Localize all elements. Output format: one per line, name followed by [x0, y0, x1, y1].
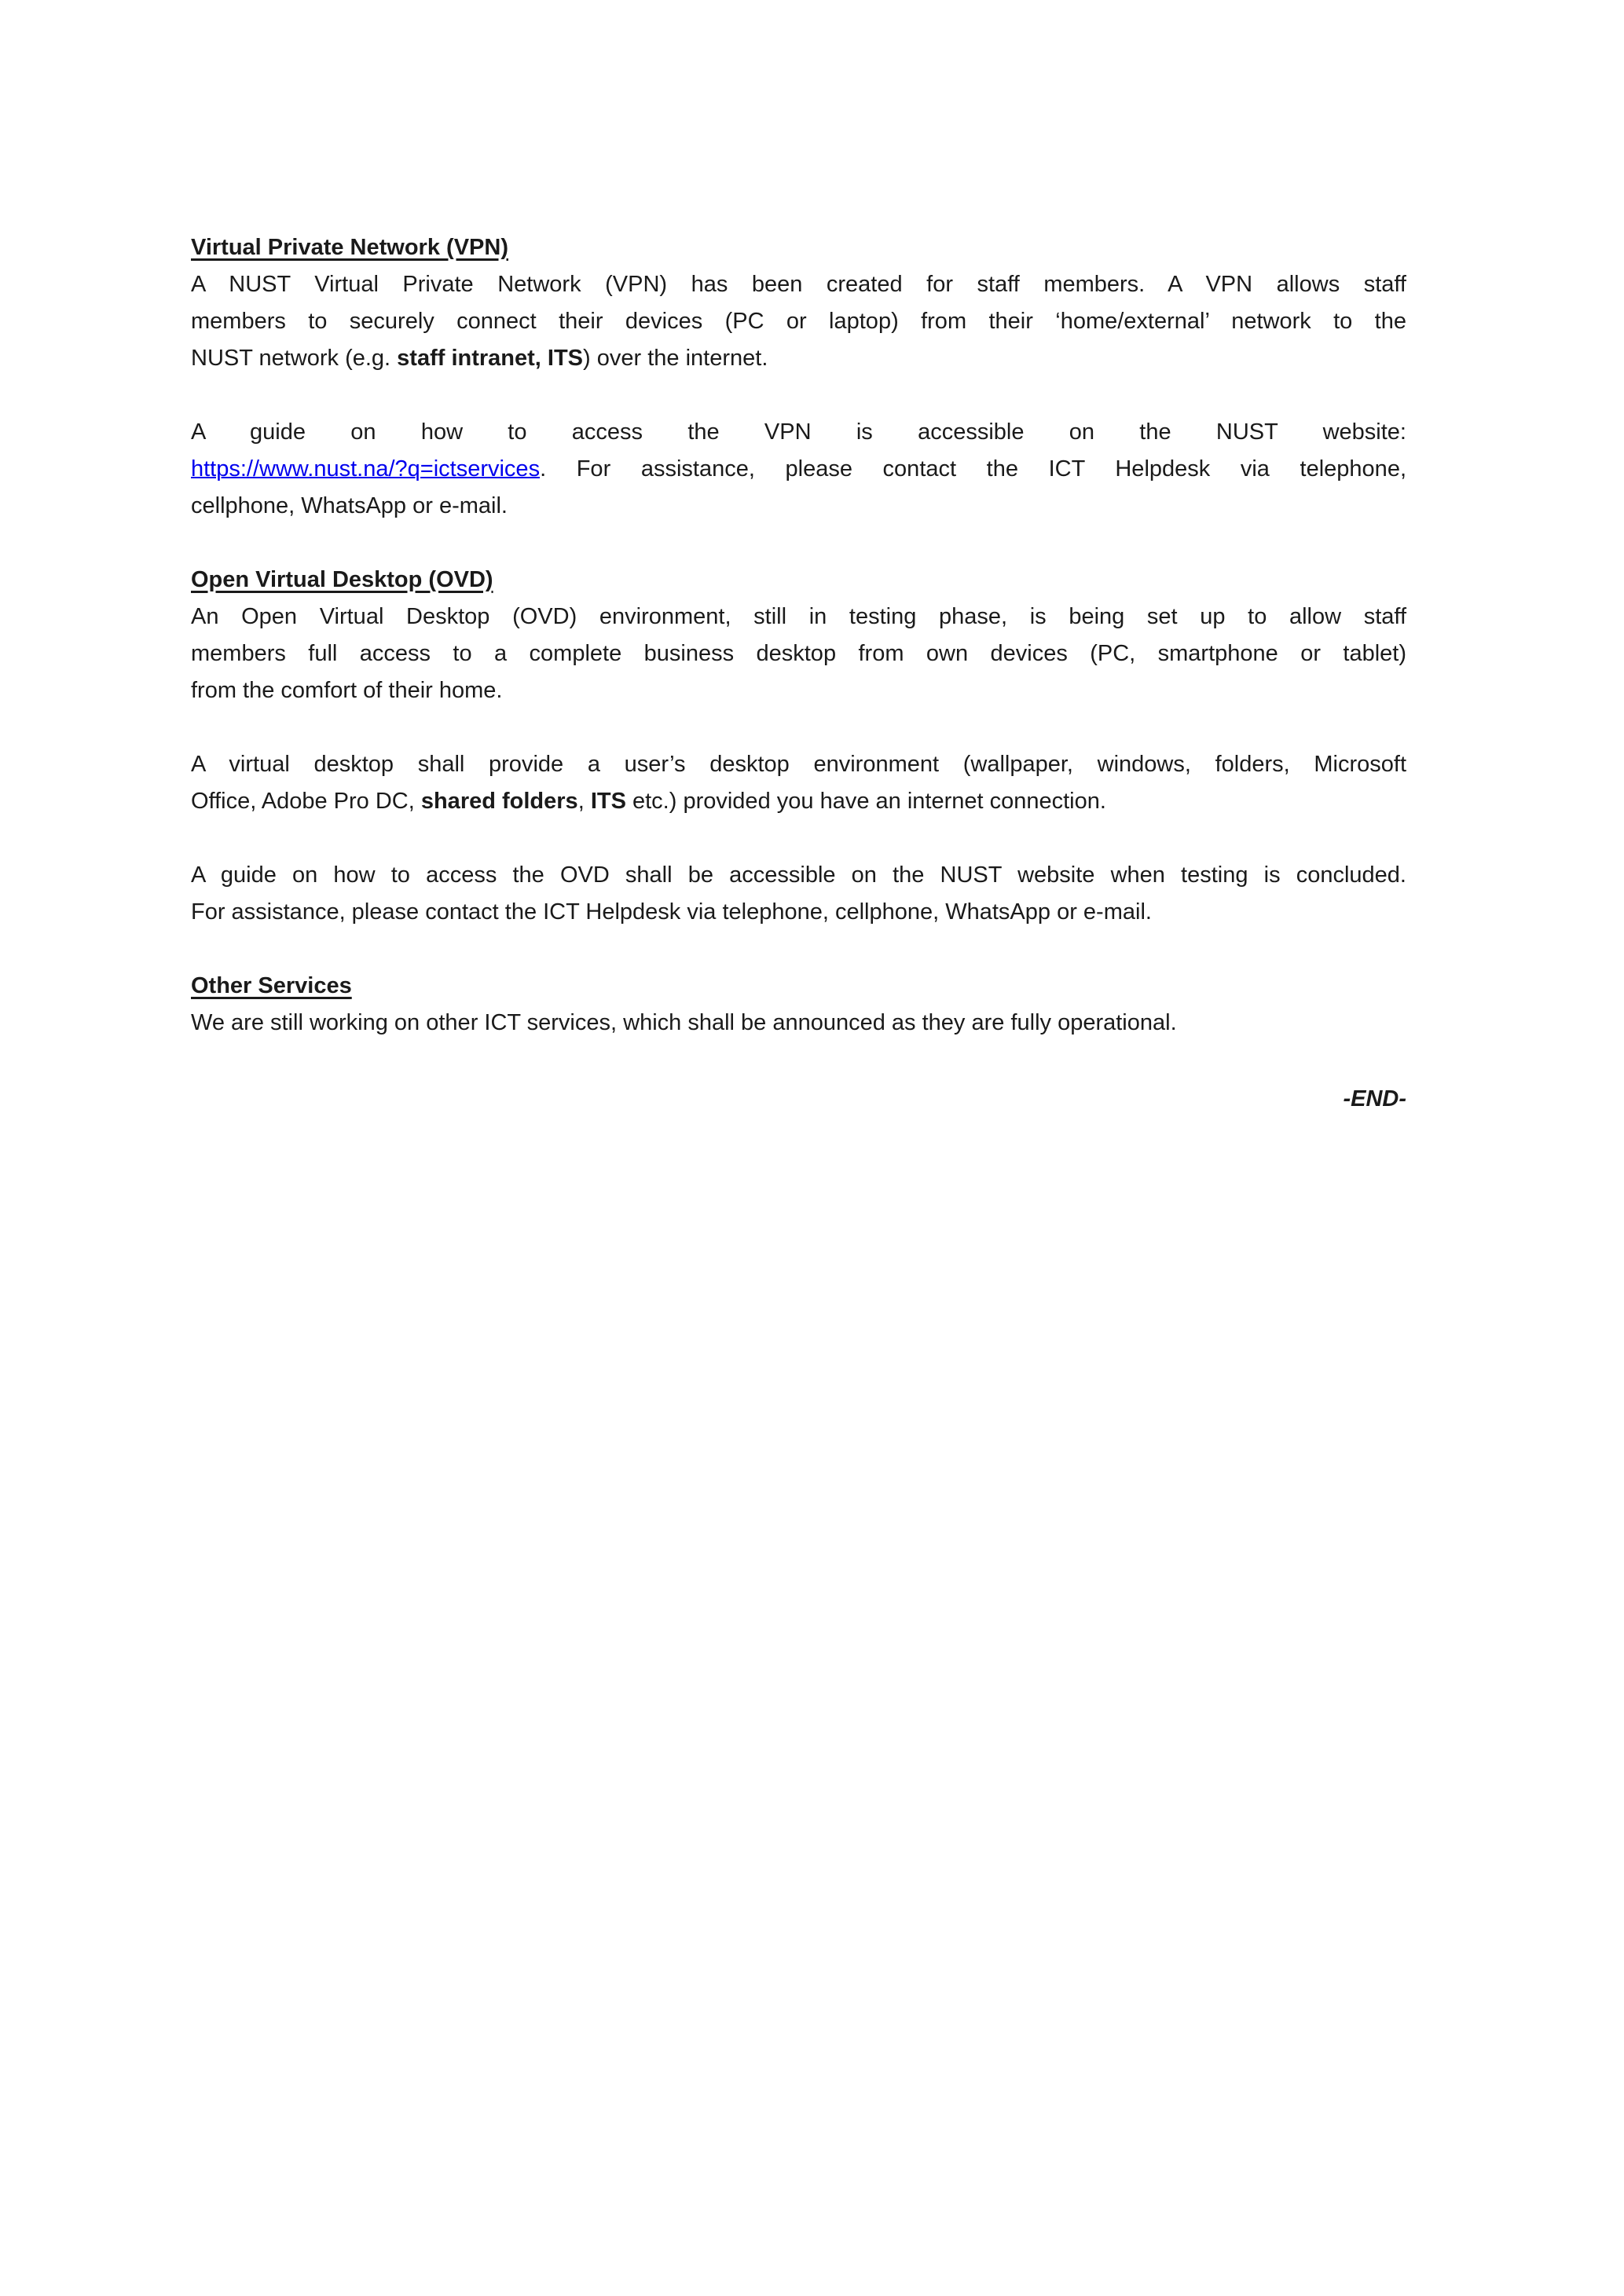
- other-services-paragraph: [191, 1005, 1406, 1042]
- vpn-p1-line1: A NUST Virtual Private Network (VPN) has been created for staff members. A VPN allows staff: [191, 272, 1406, 297]
- vpn-paragraph-2: [191, 414, 1406, 525]
- vpn-p1-line3: [191, 340, 1406, 377]
- ovd-p2-line2-text-e: etc.) provided you have an internet connection.: [625, 789, 1106, 814]
- vpn-p2-line2: [191, 451, 1406, 488]
- other-services-line1: We are still working on other ICT services, which shall be announced as they are fully operational.: [191, 1010, 1177, 1035]
- heading-vpn: [191, 229, 1406, 266]
- document-content: [191, 229, 1406, 1118]
- ovd-paragraph-1: [191, 599, 1406, 709]
- ovd-p1-line1: An Open Virtual Desktop (OVD) environment, still in testing phase, is being set up to allow staff: [191, 604, 1406, 629]
- vpn-p2-line1: A guide on how to access the VPN is accessible on the NUST website:: [191, 419, 1406, 445]
- ovd-p2-line2-bold-its: ITS: [590, 789, 626, 814]
- heading-other-services: [191, 968, 1406, 1005]
- heading-ovd: [191, 562, 1406, 599]
- blank-line: [191, 931, 1406, 968]
- heading-vpn-text: Virtual Private Network (VPN): [191, 235, 508, 260]
- ovd-p1-line2: members full access to a complete business desktop from own devices (PC, smartphone or tablet): [191, 641, 1406, 666]
- ovd-p2-line1: A virtual desktop shall provide a user’s desktop environment (wallpaper, windows, folders, Microsoft: [191, 752, 1406, 777]
- blank-line: [191, 820, 1406, 857]
- ovd-p2-line2-bold-shared-folders: shared folders: [420, 789, 578, 814]
- ovd-paragraph-2: [191, 746, 1406, 820]
- vpn-p1-line3-text-a: NUST network (e.g.: [191, 346, 398, 371]
- vpn-p1-line3-bold: staff intranet, ITS: [397, 346, 584, 371]
- heading-other-services-text: Other Services: [191, 973, 352, 998]
- vpn-paragraph-1: [191, 266, 1406, 377]
- ovd-p2-line2-text-a: Office, Adobe Pro DC,: [191, 789, 421, 814]
- blank-line: [191, 709, 1406, 746]
- vpn-p1-line3-text-c: ) over the internet.: [583, 346, 768, 371]
- vpn-p2-line3: cellphone, WhatsApp or e-mail.: [191, 493, 508, 518]
- ovd-p1-line3: from the comfort of their home.: [191, 678, 503, 703]
- ict-services-link[interactable]: https://www.nust.na/?q=ictservices: [191, 456, 541, 482]
- ovd-paragraph-3: [191, 857, 1406, 931]
- heading-ovd-text: Open Virtual Desktop (OVD): [191, 567, 493, 592]
- end-marker: -END-: [1343, 1086, 1406, 1111]
- ovd-p3-line2: For assistance, please contact the ICT Helpdesk via telephone, cellphone, WhatsApp or e-mail.: [191, 899, 1152, 925]
- ovd-p2-line2-text-c: ,: [577, 789, 591, 814]
- ovd-p2-line2: [191, 783, 1406, 820]
- blank-line: [191, 377, 1406, 414]
- vpn-p2-line2-text: . For assistance, please contact the ICT Helpdesk via telephone,: [540, 456, 1406, 482]
- ovd-p3-line1: A guide on how to access the OVD shall be accessible on the NUST website when testing is concluded.: [191, 862, 1406, 888]
- vpn-p1-line2: members to securely connect their devices (PC or laptop) from their ‘home/external’ network to the: [191, 309, 1406, 334]
- blank-line: [191, 525, 1406, 562]
